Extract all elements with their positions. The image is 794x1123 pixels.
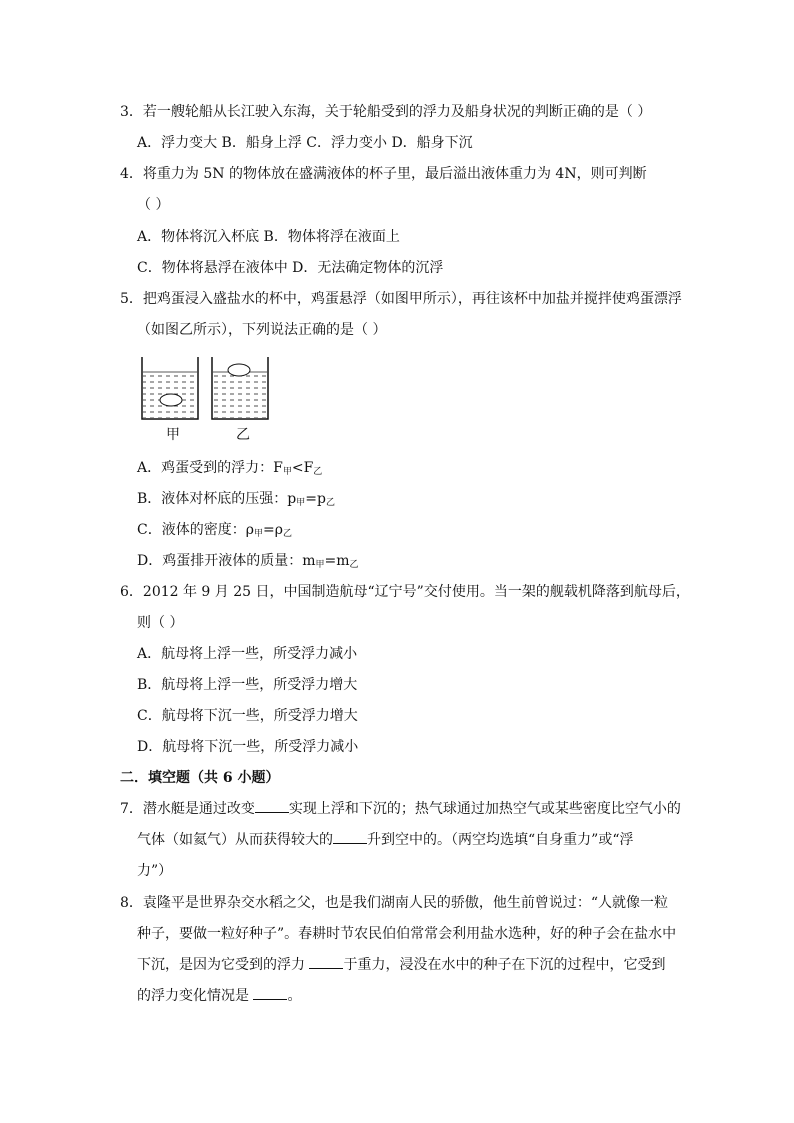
blank-2 bbox=[333, 843, 367, 844]
question-5-option-a: A．鸡蛋受到的浮力：$F_甲<F_乙$ bbox=[137, 460, 323, 477]
egg-jia bbox=[160, 394, 182, 406]
question-5-stem: 5．把鸡蛋浸入盛盐水的杯中，鸡蛋悬浮（如图甲所示），再往该杯中加盐并搅拌使鸡蛋漂浮 bbox=[120, 291, 682, 307]
blank-1 bbox=[255, 812, 289, 813]
question-5-option-c: C．液体的密度：$\rho_甲=\rho_乙$ bbox=[137, 522, 292, 539]
blank-4 bbox=[253, 999, 287, 1000]
question-8-line-3: 下沉，是因为它受到的浮力 于重力，浸没在水中的种子在下沉的过程中，它受到 bbox=[137, 957, 666, 973]
question-6-option-c: C．航母将下沉一些，所受浮力增大 bbox=[137, 708, 358, 724]
section-heading: 二．填空题（共 6 小题） bbox=[120, 770, 280, 786]
beakers-diagram bbox=[141, 355, 281, 445]
question-4-options-cd: C．物体将悬浮在液体中 D．无法确定物体的沉浮 bbox=[137, 260, 444, 276]
question-6-option-a: A．航母将上浮一些，所受浮力减小 bbox=[137, 646, 358, 662]
question-7-line-2: 气体（如氦气）从而获得较大的 升到空中的。（两空均选填“自身重力”或“浮 bbox=[137, 832, 634, 848]
figure-label-yi: 乙 bbox=[236, 427, 250, 443]
figure-label-jia: 甲 bbox=[166, 427, 180, 443]
question-4-bracket: （ ） bbox=[137, 197, 170, 213]
question-5-stem-2: （如图乙所示），下列说法正确的是（ ） bbox=[137, 322, 387, 338]
question-8-line-4: 的浮力变化情况是 。 bbox=[137, 988, 302, 1004]
question-7-line-3: 力”） bbox=[137, 863, 173, 879]
question-3-options: A．浮力变大 B．船身上浮 C．浮力变小 D．船身下沉 bbox=[137, 135, 473, 151]
question-6-option-d: D．航母将下沉一些，所受浮力减小 bbox=[137, 739, 359, 755]
question-5-option-b: B．液体对杯底的压强：$p_甲=p_乙$ bbox=[137, 491, 335, 508]
question-8-line-2: 种子，要做一粒好种子”。春耕时节农民伯伯常常会利用盐水选种，好的种子会在盐水中 bbox=[137, 926, 677, 942]
beaker-figure bbox=[141, 355, 281, 449]
question-6-option-b: B．航母将上浮一些，所受浮力增大 bbox=[137, 677, 358, 693]
beaker-yi bbox=[212, 357, 268, 419]
beaker-jia bbox=[142, 357, 198, 419]
question-5-option-d: D．鸡蛋排开液体的质量：$m_甲=m_乙$ bbox=[137, 553, 359, 570]
question-6-stem: 6．2012 年 9 月 25 日，中国制造航母“辽宁号”交付使用。当一架的舰载机降落到航母后， bbox=[120, 584, 690, 600]
egg-yi bbox=[228, 364, 250, 376]
question-7-line-1: 7．潜水艇是通过改变 实现上浮和下沉的；热气球通过加热空气或某些密度比空气小的 bbox=[120, 801, 681, 817]
question-6-stem-2: 则（ ） bbox=[137, 615, 184, 631]
question-8-line-1: 8．袁隆平是世界杂交水稻之父，也是我们湖南人民的骄傲，他生前曾说过：“人就像一粒 bbox=[120, 895, 669, 911]
question-4-options-ab: A．物体将沉入杯底 B．物体将浮在液面上 bbox=[137, 229, 400, 245]
question-4-stem: 4．将重力为 5N 的物体放在盛满液体的杯子里，最后溢出液体重力为 4N，则可判断 bbox=[120, 166, 647, 182]
question-3-stem: 3．若一艘轮船从长江驶入东海，关于轮船受到的浮力及船身状况的判断正确的是（ ） bbox=[120, 104, 652, 120]
blank-3 bbox=[309, 968, 343, 969]
